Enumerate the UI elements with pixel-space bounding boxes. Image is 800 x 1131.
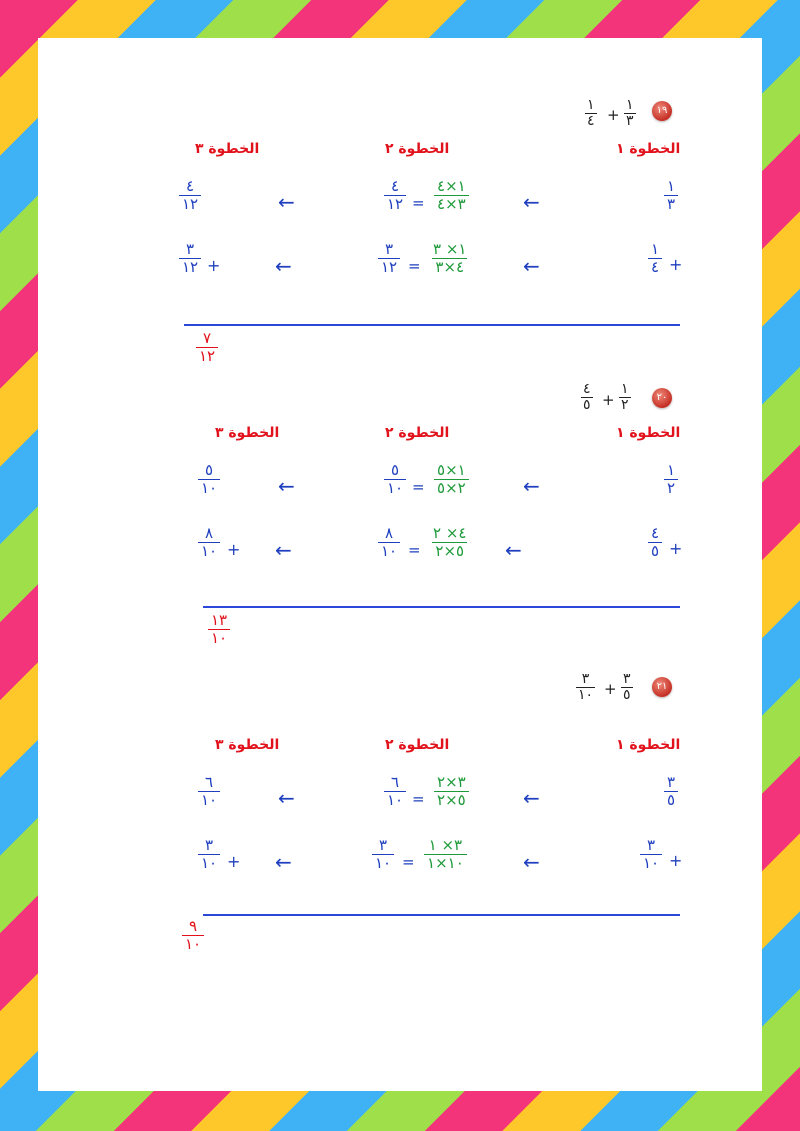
question-fraction-right: ١ ٣ [626, 97, 634, 129]
arrow-icon: ← [523, 786, 540, 810]
row1-step2-multiply: ١×٥ ٢×٥ [434, 462, 469, 497]
arrow-icon: ← [275, 254, 292, 278]
row1-step1-fraction: ١ ٣ [664, 178, 678, 213]
question-fraction-left: ٤ ٥ [583, 381, 591, 413]
row2-step2-multiply: ٣× ١ ١٠×١ [424, 837, 467, 872]
equals-sign: = [412, 194, 425, 212]
row1-step1-fraction: ١ ٢ [664, 462, 678, 497]
row2-step2-multiply: ١× ٣ ٤×٣ [433, 240, 467, 276]
row2-step2-result: ٨ ١٠ [378, 525, 400, 560]
arrow-icon: ← [275, 850, 292, 874]
row2-step2-multiply: ٤× ٢ ٥×٢ [433, 524, 467, 560]
row1-step1-fraction: ٣ ٥ [664, 774, 678, 809]
row2-step2-result: ٣ ١٢ [378, 241, 400, 276]
step3-label: الخطوة ٣ [195, 141, 260, 157]
step3-label: الخطوة ٣ [215, 425, 280, 441]
row1-step2-multiply: ٣×٢ ٥×٢ [434, 774, 469, 809]
row2-step1-fraction: ٤ ٥ [648, 525, 662, 560]
worksheet-page [38, 38, 762, 1091]
step2-label: الخطوة ٢ [385, 737, 450, 753]
plus-sign: + [669, 539, 683, 558]
row1-step2-result: ٦ ١٠ [384, 774, 406, 809]
row2-step3-fraction: ٣ ١٢ [179, 241, 201, 276]
step2-label: الخطوة ٢ [385, 141, 450, 157]
step1-label: الخطوة ١ [616, 737, 681, 753]
step3-label: الخطوة ٣ [215, 737, 280, 753]
plus-sign: + [669, 255, 683, 274]
arrow-icon: ← [523, 474, 540, 498]
equals-sign: = [408, 541, 421, 559]
question-plus: + [604, 680, 617, 698]
problem-number-badge: ٢٠ [652, 388, 672, 408]
row1-step2-result: ٤ ١٢ [384, 178, 406, 213]
step1-label: الخطوة ١ [616, 425, 681, 441]
question-plus: + [602, 391, 615, 409]
arrow-icon: ← [523, 190, 540, 214]
row1-step3-fraction: ٥ ١٠ [198, 462, 220, 497]
question-fraction-right: ٣ ٥ [623, 671, 631, 703]
row1-step2-multiply: ١×٤ ٣×٤ [434, 178, 469, 213]
arrow-icon: ← [523, 254, 540, 278]
row2-step1-fraction: ١ ٤ [648, 241, 662, 276]
sum-line [203, 914, 680, 916]
question-plus: + [607, 106, 620, 124]
plus-sign: + [669, 851, 683, 870]
arrow-icon: ← [523, 850, 540, 874]
question-fraction-left: ١ ٤ [587, 97, 595, 129]
problem-number-badge: ١٩ [652, 101, 672, 121]
row2-step1-fraction: ٣ ١٠ [640, 837, 662, 872]
plus-sign: + [227, 540, 241, 559]
answer-fraction: ٧ ١٢ [196, 330, 218, 365]
arrow-icon: ← [278, 786, 295, 810]
sum-line [203, 606, 680, 608]
equals-sign: = [408, 257, 421, 275]
arrow-icon: ← [278, 474, 295, 498]
plus-sign: + [207, 256, 221, 275]
row1-step3-fraction: ٤ ١٢ [179, 178, 201, 213]
arrow-icon: ← [275, 538, 292, 562]
answer-fraction: ٩ ١٠ [182, 918, 204, 953]
problem-number-badge: ٢١ [652, 677, 672, 697]
row1-step3-fraction: ٦ ١٠ [198, 774, 220, 809]
row2-step3-fraction: ٣ ١٠ [198, 837, 220, 872]
step2-label: الخطوة ٢ [385, 425, 450, 441]
plus-sign: + [227, 852, 241, 871]
row2-step3-fraction: ٨ ١٠ [198, 525, 220, 560]
step1-label: الخطوة ١ [616, 141, 681, 157]
arrow-icon: ← [278, 190, 295, 214]
row2-step2-result: ٣ ١٠ [372, 837, 394, 872]
row1-step2-result: ٥ ١٠ [384, 462, 406, 497]
equals-sign: = [412, 478, 425, 496]
sum-line [184, 324, 680, 326]
question-fraction-left: ٣ ١٠ [578, 671, 594, 703]
equals-sign: = [412, 790, 425, 808]
arrow-icon: ← [505, 538, 522, 562]
question-fraction-right: ١ ٢ [621, 381, 629, 413]
equals-sign: = [402, 853, 415, 871]
answer-fraction: ١٣ ١٠ [208, 612, 230, 647]
